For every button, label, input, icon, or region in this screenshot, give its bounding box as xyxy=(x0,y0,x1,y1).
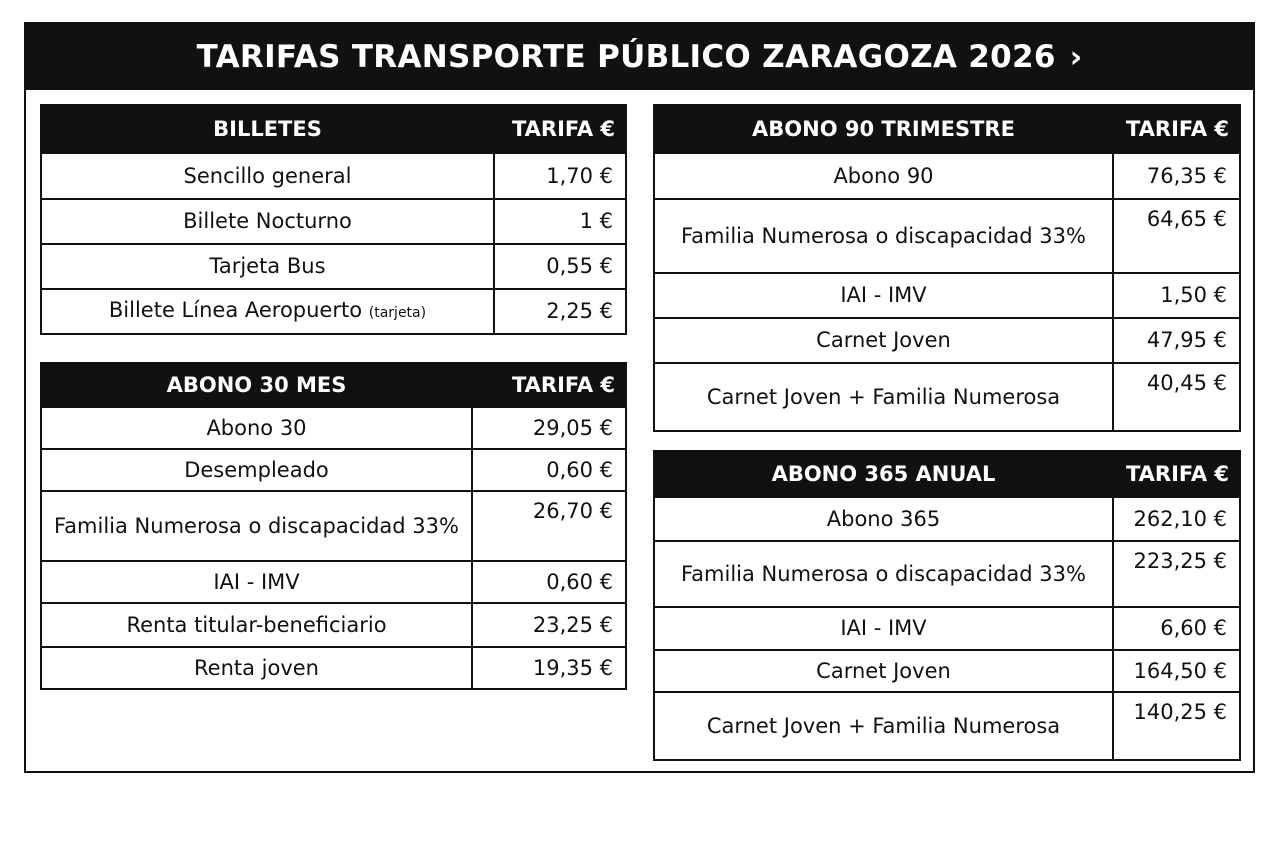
chevron-right-icon[interactable]: › xyxy=(1069,39,1083,75)
table-row xyxy=(41,407,626,449)
abono90-header: ABONO 90 TRIMESTRE xyxy=(654,105,1113,153)
abono30-header: ABONO 30 MES xyxy=(41,363,472,407)
fare-concept: Abono 90 xyxy=(654,153,1113,199)
fare-concept: Desempleado xyxy=(41,449,472,491)
fare-price: 64,65 € xyxy=(1113,199,1240,273)
table-row xyxy=(41,449,626,491)
table-row xyxy=(41,289,626,334)
fare-concept: Billete Nocturno xyxy=(41,199,494,244)
table-row xyxy=(654,363,1240,431)
table-row xyxy=(654,273,1240,318)
table-row xyxy=(41,647,626,689)
fare-price: 0,60 € xyxy=(472,561,626,603)
fare-concept: Billete Línea Aeropuerto xyxy=(108,297,363,322)
fare-price: 76,35 € xyxy=(1113,153,1240,199)
billetes-price-header: TARIFA € xyxy=(494,105,626,153)
fare-price: 164,50 € xyxy=(1113,650,1240,692)
abono90-price-header: TARIFA € xyxy=(1113,105,1240,153)
fare-price: 26,70 € xyxy=(472,491,626,561)
fare-concept: Tarjeta Bus xyxy=(41,244,494,289)
fare-concept: IAI - IMV xyxy=(41,561,472,603)
page-title: TARIFAS TRANSPORTE PÚBLICO ZARAGOZA 2026 xyxy=(196,39,1056,75)
fare-concept: Renta titular-beneficiario xyxy=(41,603,472,647)
table-row xyxy=(654,497,1240,541)
billetes-header: BILLETES xyxy=(41,105,494,153)
fare-concept: Familia Numerosa o discapacidad 33% xyxy=(654,541,1113,607)
fare-concept: IAI - IMV xyxy=(654,273,1113,318)
table-row xyxy=(41,199,626,244)
fare-concept: Renta joven xyxy=(41,647,472,689)
billetes-table xyxy=(40,104,627,335)
fare-concept: IAI - IMV xyxy=(654,607,1113,650)
table-row xyxy=(41,244,626,289)
table-row xyxy=(654,650,1240,692)
fare-price: 262,10 € xyxy=(1113,497,1240,541)
fare-concept: Carnet Joven + Familia Numerosa xyxy=(654,692,1113,760)
abono30-price-header: TARIFA € xyxy=(472,363,626,407)
fare-price: 2,25 € xyxy=(494,289,626,334)
fare-price: 1,50 € xyxy=(1113,273,1240,318)
fare-price: 19,35 € xyxy=(472,647,626,689)
table-row xyxy=(41,153,626,199)
table-row xyxy=(654,541,1240,607)
fare-price: 47,95 € xyxy=(1113,318,1240,363)
fare-concept: Carnet Joven xyxy=(654,318,1113,363)
abono365-price-header: TARIFA € xyxy=(1113,451,1240,497)
abono365-header: ABONO 365 ANUAL xyxy=(654,451,1113,497)
table-row xyxy=(654,153,1240,199)
fare-price: 0,55 € xyxy=(494,244,626,289)
fare-price: 223,25 € xyxy=(1113,541,1240,607)
fare-concept-cell xyxy=(41,289,494,334)
table-row xyxy=(654,318,1240,363)
table-row xyxy=(41,561,626,603)
fare-concept: Sencillo general xyxy=(41,153,494,199)
table-row xyxy=(654,199,1240,273)
fare-concept: Familia Numerosa o discapacidad 33% xyxy=(41,491,472,561)
fare-price: 0,60 € xyxy=(472,449,626,491)
fare-price: 23,25 € xyxy=(472,603,626,647)
abono30-table xyxy=(40,362,627,690)
table-row xyxy=(654,607,1240,650)
fare-concept: Familia Numerosa o discapacidad 33% xyxy=(654,199,1113,273)
table-row xyxy=(41,603,626,647)
abono365-table xyxy=(653,450,1241,761)
table-row xyxy=(41,491,626,561)
fare-price: 1 € xyxy=(494,199,626,244)
fare-price: 29,05 € xyxy=(472,407,626,449)
abono90-table xyxy=(653,104,1241,432)
fare-concept: Abono 365 xyxy=(654,497,1113,541)
fare-concept: Abono 30 xyxy=(41,407,472,449)
fare-concept: Carnet Joven + Familia Numerosa xyxy=(654,363,1113,431)
table-row xyxy=(654,692,1240,760)
fare-concept: Carnet Joven xyxy=(654,650,1113,692)
fare-price: 140,25 € xyxy=(1113,692,1240,760)
fare-price: 40,45 € xyxy=(1113,363,1240,431)
title-bar xyxy=(26,24,1253,90)
fare-price: 6,60 € xyxy=(1113,607,1240,650)
fare-note: (tarjeta) xyxy=(368,304,427,321)
fare-price: 1,70 € xyxy=(494,153,626,199)
